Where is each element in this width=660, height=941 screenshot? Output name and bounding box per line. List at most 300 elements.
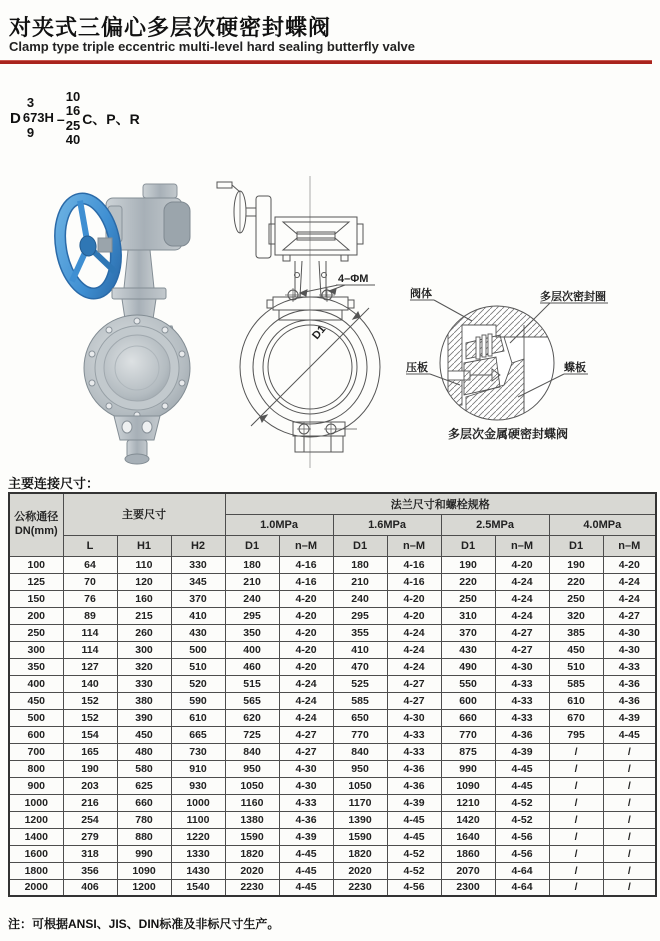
top-flange	[273, 297, 348, 310]
cell-value: 4-24	[495, 573, 549, 590]
model-prefix: D	[10, 110, 21, 128]
cell-value: 4-24	[387, 624, 441, 641]
cell-value: 4-20	[603, 556, 656, 573]
cell-value: 875	[441, 743, 495, 760]
cell-value: 4-33	[603, 658, 656, 675]
valve-line-drawing	[205, 172, 405, 472]
cell-dn: 500	[9, 709, 63, 726]
cell-value: 410	[333, 641, 387, 658]
cell-value: 1420	[441, 811, 495, 828]
cell-value: 930	[171, 777, 225, 794]
cell-value: 770	[333, 726, 387, 743]
cell-value: 1050	[333, 777, 387, 794]
header-D1: D1	[333, 535, 387, 556]
cell-value: 725	[225, 726, 279, 743]
cell-value: 4-45	[387, 828, 441, 845]
cell-value: 840	[225, 743, 279, 760]
cell-value: 2070	[441, 862, 495, 879]
cell-value: 4-16	[387, 573, 441, 590]
cell-value: 1590	[333, 828, 387, 845]
cell-dn: 2000	[9, 879, 63, 896]
cell-value: 1390	[333, 811, 387, 828]
cell-value: 515	[225, 675, 279, 692]
cell-value: 127	[63, 658, 117, 675]
cell-value: 4-27	[279, 726, 333, 743]
cell-value: 4-30	[279, 760, 333, 777]
cell-value: /	[549, 862, 603, 879]
cell-value: 565	[225, 692, 279, 709]
cell-value: 406	[63, 879, 117, 896]
cell-value: /	[603, 743, 656, 760]
cell-value: 114	[63, 641, 117, 658]
cell-dn: 350	[9, 658, 63, 675]
cell-value: 580	[117, 760, 171, 777]
model-dash: –	[56, 110, 65, 127]
cell-value: 4-20	[387, 590, 441, 607]
cell-value: 4-39	[279, 828, 333, 845]
table-row	[9, 624, 656, 641]
cell-value: 250	[441, 590, 495, 607]
dimensions-table-body	[9, 556, 656, 896]
cell-value: /	[603, 862, 656, 879]
cell-value: 320	[549, 607, 603, 624]
cell-value: 4-20	[279, 641, 333, 658]
cell-value: 4-52	[387, 845, 441, 862]
cell-value: 152	[63, 692, 117, 709]
cell-value: 1200	[117, 879, 171, 896]
cell-dn: 100	[9, 556, 63, 573]
cell-value: 590	[171, 692, 225, 709]
cell-value: /	[549, 794, 603, 811]
cell-value: 190	[63, 760, 117, 777]
cell-value: 550	[441, 675, 495, 692]
cell-value: 310	[441, 607, 495, 624]
cell-value: 370	[171, 590, 225, 607]
cell-value: 4-36	[603, 675, 656, 692]
cell-value: 990	[117, 845, 171, 862]
cell-value: 380	[117, 692, 171, 709]
cell-value: 152	[63, 709, 117, 726]
cell-value: 4-27	[387, 692, 441, 709]
cell-value: 4-36	[279, 811, 333, 828]
table-row	[9, 862, 656, 879]
header-dn-zh: 公称通径	[14, 511, 59, 523]
header-H2: H2	[171, 535, 225, 556]
model-lower-digit: 9	[26, 125, 35, 141]
cell-value: 318	[63, 845, 117, 862]
cell-value: 400	[225, 641, 279, 658]
cell-dn: 700	[9, 743, 63, 760]
cell-value: 4-16	[387, 556, 441, 573]
cell-value: 220	[441, 573, 495, 590]
actuator-endcap	[164, 202, 190, 246]
header-dn-unit: DN(mm)	[14, 524, 58, 537]
cell-value: 610	[171, 709, 225, 726]
cell-value: 1090	[117, 862, 171, 879]
cell-value: 4-56	[495, 845, 549, 862]
cell-value: /	[549, 828, 603, 845]
cell-value: 520	[171, 675, 225, 692]
cell-value: 180	[333, 556, 387, 573]
table-row	[9, 590, 656, 607]
cell-value: 4-45	[603, 726, 656, 743]
header-H1: H1	[117, 535, 171, 556]
page-title: 对夹式三偏心多层次硬密封蝶阀	[9, 15, 332, 40]
cell-value: 1090	[441, 777, 495, 794]
cell-value: 180	[225, 556, 279, 573]
cell-value: /	[549, 845, 603, 862]
red-divider	[0, 60, 652, 64]
cell-value: 1050	[225, 777, 279, 794]
cell-dn: 250	[9, 624, 63, 641]
table-row	[9, 811, 656, 828]
cell-value: 295	[225, 607, 279, 624]
cell-value: 2230	[225, 879, 279, 896]
cell-value: 840	[333, 743, 387, 760]
cell-value: /	[603, 794, 656, 811]
cell-value: 4-27	[387, 675, 441, 692]
cell-dn: 125	[9, 573, 63, 590]
cell-dn: 150	[9, 590, 63, 607]
cell-dn: 200	[9, 607, 63, 624]
cell-dn: 600	[9, 726, 63, 743]
header-D1: D1	[549, 535, 603, 556]
cell-value: /	[603, 811, 656, 828]
cell-value: 4-20	[279, 624, 333, 641]
cell-value: 4-24	[495, 607, 549, 624]
cell-value: 76	[63, 590, 117, 607]
model-designation	[10, 90, 140, 147]
header-pressure: 4.0MPa	[549, 514, 656, 535]
cell-dn: 800	[9, 760, 63, 777]
cell-value: 4-36	[603, 692, 656, 709]
cell-value: 1640	[441, 828, 495, 845]
cell-value: 660	[117, 794, 171, 811]
cell-value: 4-64	[495, 879, 549, 896]
cell-value: 4-30	[495, 658, 549, 675]
cell-value: 4-27	[495, 641, 549, 658]
actuator-cap	[143, 184, 177, 198]
cell-value: 4-27	[603, 607, 656, 624]
cell-value: 1220	[171, 828, 225, 845]
cell-value: 4-39	[495, 743, 549, 760]
header-nM: n–M	[279, 535, 333, 556]
dimensions-table	[8, 492, 657, 897]
seal-detail-drawing	[400, 285, 656, 457]
cell-value: 4-33	[495, 709, 549, 726]
cell-value: 4-56	[495, 828, 549, 845]
cell-value: 4-45	[387, 811, 441, 828]
table-row	[9, 879, 656, 896]
table-row	[9, 675, 656, 692]
cell-value: 1100	[171, 811, 225, 828]
cell-value: 4-20	[279, 658, 333, 675]
cell-value: 585	[333, 692, 387, 709]
cell-value: 279	[63, 828, 117, 845]
cell-value: 780	[117, 811, 171, 828]
cell-value: 154	[63, 726, 117, 743]
cell-value: 4-52	[495, 811, 549, 828]
cell-value: 4-24	[495, 590, 549, 607]
gearbox-drawing	[269, 217, 363, 261]
cell-value: 510	[549, 658, 603, 675]
cell-value: 1380	[225, 811, 279, 828]
cell-value: 240	[225, 590, 279, 607]
cell-value: 510	[171, 658, 225, 675]
cell-value: 140	[63, 675, 117, 692]
cell-value: 210	[333, 573, 387, 590]
bottom-lug	[114, 416, 160, 440]
cell-value: 460	[225, 658, 279, 675]
table-row	[9, 573, 656, 590]
handwheel-side-icon	[217, 182, 271, 258]
cell-value: 385	[549, 624, 603, 641]
cell-value: 990	[441, 760, 495, 777]
cell-value: 1210	[441, 794, 495, 811]
cell-value: 4-24	[279, 675, 333, 692]
cell-value: /	[549, 879, 603, 896]
cell-dn: 300	[9, 641, 63, 658]
cell-value: 4-45	[495, 777, 549, 794]
cell-value: 1820	[225, 845, 279, 862]
cell-value: 610	[549, 692, 603, 709]
cell-value: 165	[63, 743, 117, 760]
cell-value: 795	[549, 726, 603, 743]
header-pressure: 1.0MPa	[225, 514, 333, 535]
cell-value: 4-33	[495, 692, 549, 709]
cell-value: 665	[171, 726, 225, 743]
cell-value: 770	[441, 726, 495, 743]
cell-value: 1860	[441, 845, 495, 862]
header-pressure: 1.6MPa	[333, 514, 441, 535]
cell-value: 295	[333, 607, 387, 624]
cell-value: 4-24	[387, 641, 441, 658]
header-D1: D1	[441, 535, 495, 556]
header-L: L	[63, 535, 117, 556]
cell-value: 2020	[333, 862, 387, 879]
label-seal-ring: 多层次密封圈	[540, 291, 606, 303]
cell-value: 1330	[171, 845, 225, 862]
cell-value: 203	[63, 777, 117, 794]
cell-value: 4-52	[387, 862, 441, 879]
table-row	[9, 777, 656, 794]
cell-value: 160	[117, 590, 171, 607]
model-body: 673H	[22, 110, 54, 126]
cell-dn: 1200	[9, 811, 63, 828]
cell-value: 4-24	[279, 709, 333, 726]
cell-value: 215	[117, 607, 171, 624]
pressure-code: 25	[65, 117, 81, 133]
bolt-spec-label: 4–ΦM	[338, 273, 369, 285]
cell-value: 260	[117, 624, 171, 641]
cell-dn: 1000	[9, 794, 63, 811]
cell-value: 2230	[333, 879, 387, 896]
cell-value: 190	[549, 556, 603, 573]
label-disc: 蝶板	[564, 362, 586, 374]
cell-value: 390	[117, 709, 171, 726]
label-valve-body: 阀体	[410, 288, 432, 300]
cell-value: 1160	[225, 794, 279, 811]
cell-value: 1170	[333, 794, 387, 811]
cell-value: 4-39	[603, 709, 656, 726]
cell-value: 4-24	[387, 658, 441, 675]
valve-photo	[48, 176, 203, 471]
cell-value: /	[603, 828, 656, 845]
cell-value: 4-20	[387, 607, 441, 624]
cell-dn: 1400	[9, 828, 63, 845]
pressure-code: 40	[65, 131, 81, 147]
cell-value: 950	[333, 760, 387, 777]
page-subtitle: Clamp type triple eccentric multi-level hard sealing butterfly valve	[9, 39, 416, 54]
cell-value: /	[603, 777, 656, 794]
cell-value: 650	[333, 709, 387, 726]
cell-value: 370	[441, 624, 495, 641]
cell-value: 480	[117, 743, 171, 760]
cell-value: 450	[117, 726, 171, 743]
cell-value: /	[603, 760, 656, 777]
cell-value: 4-45	[279, 879, 333, 896]
cell-dn: 900	[9, 777, 63, 794]
cell-value: 4-39	[387, 794, 441, 811]
table-row	[9, 692, 656, 709]
cell-value: 660	[441, 709, 495, 726]
cell-value: 450	[549, 641, 603, 658]
cell-value: 1000	[171, 794, 225, 811]
cell-value: 4-45	[495, 760, 549, 777]
cell-value: 625	[117, 777, 171, 794]
cell-value: 120	[117, 573, 171, 590]
cell-value: 525	[333, 675, 387, 692]
cell-value: 4-30	[387, 709, 441, 726]
cell-value: 250	[549, 590, 603, 607]
cell-value: 4-36	[495, 726, 549, 743]
cell-value: 114	[63, 624, 117, 641]
cell-value: 4-24	[603, 573, 656, 590]
cell-value: 4-30	[603, 641, 656, 658]
cell-value: 880	[117, 828, 171, 845]
cell-value: 4-20	[279, 590, 333, 607]
header-D1: D1	[225, 535, 279, 556]
cell-dn: 1800	[9, 862, 63, 879]
model-suffix: C、P、R	[82, 110, 140, 127]
pressure-code: 16	[65, 103, 81, 119]
cell-value: 730	[171, 743, 225, 760]
header-dn	[9, 493, 63, 556]
cell-value: /	[549, 777, 603, 794]
footnote: 注：可根据ANSI、JIS、DIN标准及非标尺寸生产。	[8, 917, 280, 931]
cell-value: 2300	[441, 879, 495, 896]
cell-value: 70	[63, 573, 117, 590]
table-row	[9, 658, 656, 675]
cell-value: 4-20	[279, 607, 333, 624]
cell-dn: 400	[9, 675, 63, 692]
cell-value: 64	[63, 556, 117, 573]
cell-value: /	[603, 879, 656, 896]
cell-value: 4-36	[387, 777, 441, 794]
table-row	[9, 709, 656, 726]
cell-value: 950	[225, 760, 279, 777]
table-row	[9, 845, 656, 862]
cell-value: 670	[549, 709, 603, 726]
cell-value: 4-56	[387, 879, 441, 896]
cell-value: /	[549, 760, 603, 777]
cell-value: 330	[117, 675, 171, 692]
detail-caption: 多层次金属硬密封蝶阀	[448, 427, 569, 441]
model-body-stack	[23, 96, 54, 141]
table-row	[9, 641, 656, 658]
cell-value: 2020	[225, 862, 279, 879]
cell-value: 430	[441, 641, 495, 658]
diameter-label: D1	[310, 323, 329, 342]
cell-value: 345	[171, 573, 225, 590]
header-nM: n–M	[603, 535, 656, 556]
cell-value: 1820	[333, 845, 387, 862]
cell-dn: 1600	[9, 845, 63, 862]
cell-value: 4-16	[279, 573, 333, 590]
cell-value: 4-36	[387, 760, 441, 777]
cell-value: 470	[333, 658, 387, 675]
cell-value: 4-20	[495, 556, 549, 573]
cell-value: 430	[171, 624, 225, 641]
cell-value: 4-45	[279, 862, 333, 879]
cell-value: 350	[225, 624, 279, 641]
cell-value: 4-64	[495, 862, 549, 879]
cell-value: 356	[63, 862, 117, 879]
cell-value: 4-24	[603, 590, 656, 607]
cell-value: 490	[441, 658, 495, 675]
cell-value: 4-27	[495, 624, 549, 641]
cell-value: 300	[117, 641, 171, 658]
cell-value: 500	[171, 641, 225, 658]
header-pressure: 2.5MPa	[441, 514, 549, 535]
cell-value: 620	[225, 709, 279, 726]
cell-value: 910	[171, 760, 225, 777]
table-row	[9, 828, 656, 845]
cell-value: 4-30	[603, 624, 656, 641]
cell-value: 210	[225, 573, 279, 590]
cell-value: 4-33	[495, 675, 549, 692]
cell-value: 4-33	[279, 794, 333, 811]
cell-value: 410	[171, 607, 225, 624]
cell-value: 330	[171, 556, 225, 573]
cell-value: 1590	[225, 828, 279, 845]
cell-value: /	[549, 811, 603, 828]
model-upper-digit: 3	[26, 95, 35, 111]
cell-value: 216	[63, 794, 117, 811]
cell-value: /	[549, 743, 603, 760]
cell-value: /	[603, 845, 656, 862]
header-nM: n–M	[495, 535, 549, 556]
cell-value: 4-45	[279, 845, 333, 862]
cell-value: 1430	[171, 862, 225, 879]
cell-value: 4-27	[279, 743, 333, 760]
table-section-title: 主要连接尺寸：	[8, 476, 100, 491]
table-row	[9, 794, 656, 811]
cell-value: 4-33	[387, 743, 441, 760]
label-press-plate: 压板	[406, 362, 428, 374]
cell-value: 254	[63, 811, 117, 828]
table-row	[9, 743, 656, 760]
cell-value: 4-24	[279, 692, 333, 709]
table-row	[9, 760, 656, 777]
table-row	[9, 607, 656, 624]
cell-value: 355	[333, 624, 387, 641]
model-pressure-stack	[66, 90, 80, 147]
cell-value: 240	[333, 590, 387, 607]
cell-value: 4-16	[279, 556, 333, 573]
table-row	[9, 556, 656, 573]
cell-value: 110	[117, 556, 171, 573]
